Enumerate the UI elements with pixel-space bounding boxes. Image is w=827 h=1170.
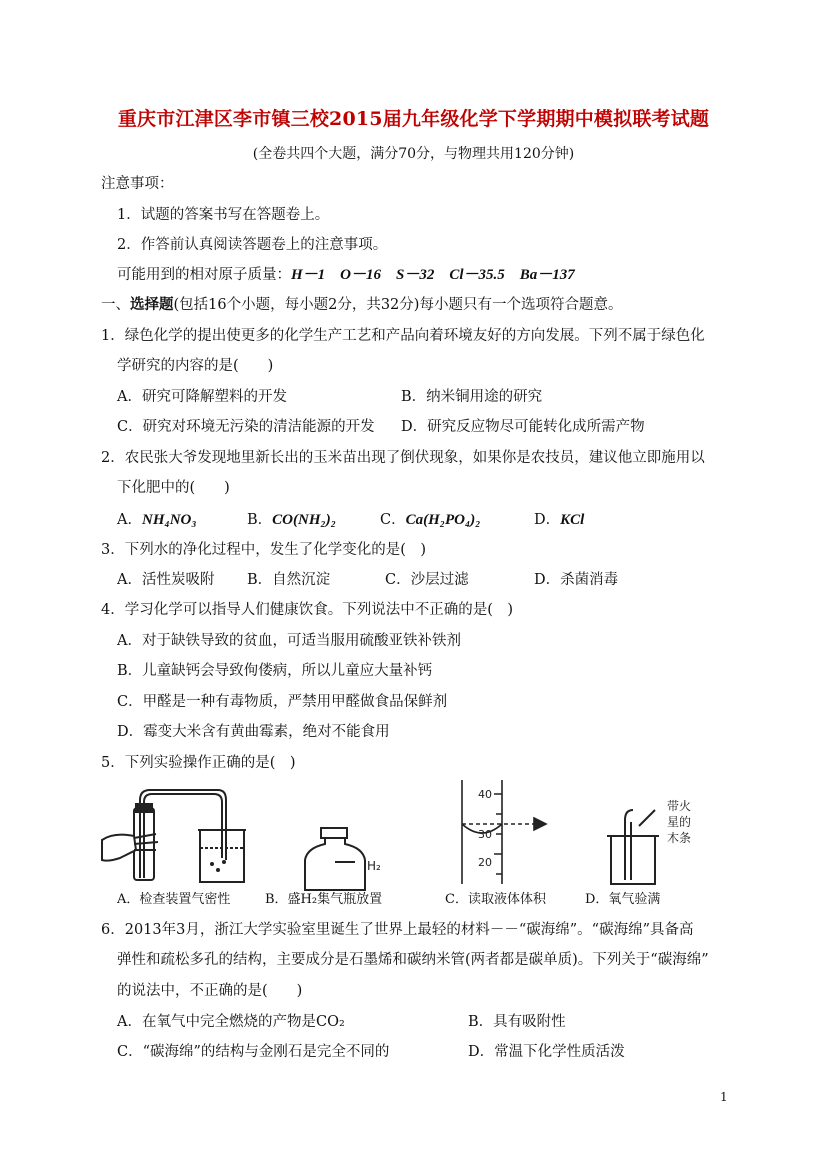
atomic-mass-values: H－1 O－16 S－32 Cl－35.5 Ba－137 <box>291 267 575 283</box>
q3-option-b: B．自然沉淀 <box>247 572 331 588</box>
q3-option-a: A．活性炭吸附 <box>117 572 215 588</box>
q1-option-b: B．纳米铜用途的研究 <box>401 389 543 405</box>
q1-option-c: C．研究对环境无污染的清洁能源的开发 <box>117 419 375 435</box>
figure-splint-line1: 带火 <box>667 799 692 813</box>
q4-option-c: C．甲醛是一种有毒物质，严禁用甲醛做食品保鲜剂 <box>117 694 448 710</box>
q4-option-d: D．霉变大米含有黄曲霉素，绝对不能食用 <box>117 724 390 740</box>
figure-oxygen-check <box>603 796 723 886</box>
figure-scale-40: 40 <box>478 788 492 801</box>
q1-option-a: A．研究可降解塑料的开发 <box>117 389 287 405</box>
q2-option-a-label: A． <box>117 512 142 528</box>
q1-option-d: D．研究反应物尽可能转化成所需产物 <box>401 419 645 435</box>
exam-title: 重庆市江津区李市镇三校2015届九年级化学下学期期中模拟联考试题 <box>117 108 710 130</box>
q3-option-c: C．沙层过滤 <box>385 572 469 588</box>
section-name: 选择题 <box>130 296 174 313</box>
q5-option-c: C．读取液体体积 <box>445 892 546 907</box>
q2-option-d-label: D． <box>534 512 561 528</box>
figure-scale-30: 30 <box>478 828 492 841</box>
q5-stem: 5．下列实验操作正确的是( ) <box>101 755 296 771</box>
q6-option-c: C．“碳海绵”的结构与金刚石是完全不同的 <box>117 1044 390 1060</box>
q4-option-b: B．儿童缺钙会导致佝偻病，所以儿童应大量补钙 <box>117 663 433 679</box>
q2-option-c-formula: Ca(H₂PO₄)₂ <box>405 512 481 528</box>
notice-item-2: 2．作答前认真阅读答题卷上的注意事项。 <box>117 237 388 253</box>
section-desc: (包括16个小题，每小题2分，共32分)每小题只有一个选项符合题意。 <box>173 297 623 313</box>
q5-option-b: B．盛H₂集气瓶放置 <box>265 892 383 907</box>
figure-airtightness-check <box>100 778 250 888</box>
figure-scale-20: 20 <box>478 856 492 869</box>
q6-stem-line2: 弹性和疏松多孔的结构，主要成分是石墨烯和碳纳米管(两者都是碳单质)。下列关于“碳海绵” <box>117 952 709 968</box>
atomic-mass-text: 可能用到的相对原子质量： <box>117 267 291 283</box>
figure-cylinder-reading <box>452 780 562 886</box>
notice-item-1: 1．试题的答案书写在答题卷上。 <box>117 207 330 223</box>
figure-gas-bottle <box>295 826 395 892</box>
q2-option-d-formula: KCl <box>560 512 585 528</box>
q2-option-b-formula: CO(NH₂)₂ <box>272 512 336 528</box>
q6-stem-line1: 6．2013年3月，浙江大学实验室里诞生了世界上最轻的材料－－“碳海绵”。“碳海绵”具备高 <box>101 922 694 938</box>
notice-heading: 注意事项： <box>101 176 174 192</box>
q4-option-a: A．对于缺铁导致的贫血，可适当服用硫酸亚铁补铁剂 <box>117 633 461 649</box>
q2-option-a-formula: NH₄NO₃ <box>141 512 197 528</box>
q6-option-b: B．具有吸附性 <box>468 1014 566 1030</box>
q1-stem-line2: 学研究的内容的是( ) <box>117 358 274 374</box>
figure-splint-line3: 木条 <box>667 831 692 845</box>
section-1-heading <box>101 293 622 314</box>
q2-stem-line1: 2．农民张大爷发现地里新长出的玉米苗出现了倒伏现象，如果你是农技员，建议他立即施用以 <box>101 450 705 466</box>
figure-h2-label: H₂ <box>367 859 381 873</box>
section-number: 一、 <box>101 297 130 313</box>
page-number: 1 <box>720 1090 728 1104</box>
exam-subtitle: (全卷共四个大题，满分70分，与物理共用120分钟) <box>252 146 575 162</box>
q6-option-a: A．在氧气中完全燃烧的产物是CO₂ <box>117 1014 345 1030</box>
q2-option-a <box>117 508 197 529</box>
q6-stem-line3: 的说法中，不正确的是( ) <box>117 983 303 999</box>
q2-stem-line2: 下化肥中的( ) <box>117 480 230 496</box>
q3-option-d: D．杀菌消毒 <box>534 572 619 588</box>
q2-option-c <box>380 508 480 529</box>
figure-splint-line2: 星的 <box>667 815 692 829</box>
q2-option-c-label: C． <box>380 512 406 528</box>
q5-option-d: D．氧气验满 <box>585 892 661 907</box>
atomic-mass-label <box>117 263 575 284</box>
q3-stem: 3．下列水的净化过程中，发生了化学变化的是( ) <box>101 542 427 558</box>
q5-option-a: A．检查装置气密性 <box>117 892 231 907</box>
q4-stem: 4．学习化学可以指导人们健康饮食。下列说法中不正确的是( ) <box>101 602 514 618</box>
q6-option-d: D．常温下化学性质活泼 <box>468 1044 625 1060</box>
q2-option-b-label: B． <box>247 512 273 528</box>
q2-option-b <box>247 508 336 529</box>
q1-stem-line1: 1．绿色化学的提出使更多的化学生产工艺和产品向着环境友好的方向发展。下列不属于绿色化 <box>101 328 705 344</box>
q2-option-d <box>534 508 584 529</box>
